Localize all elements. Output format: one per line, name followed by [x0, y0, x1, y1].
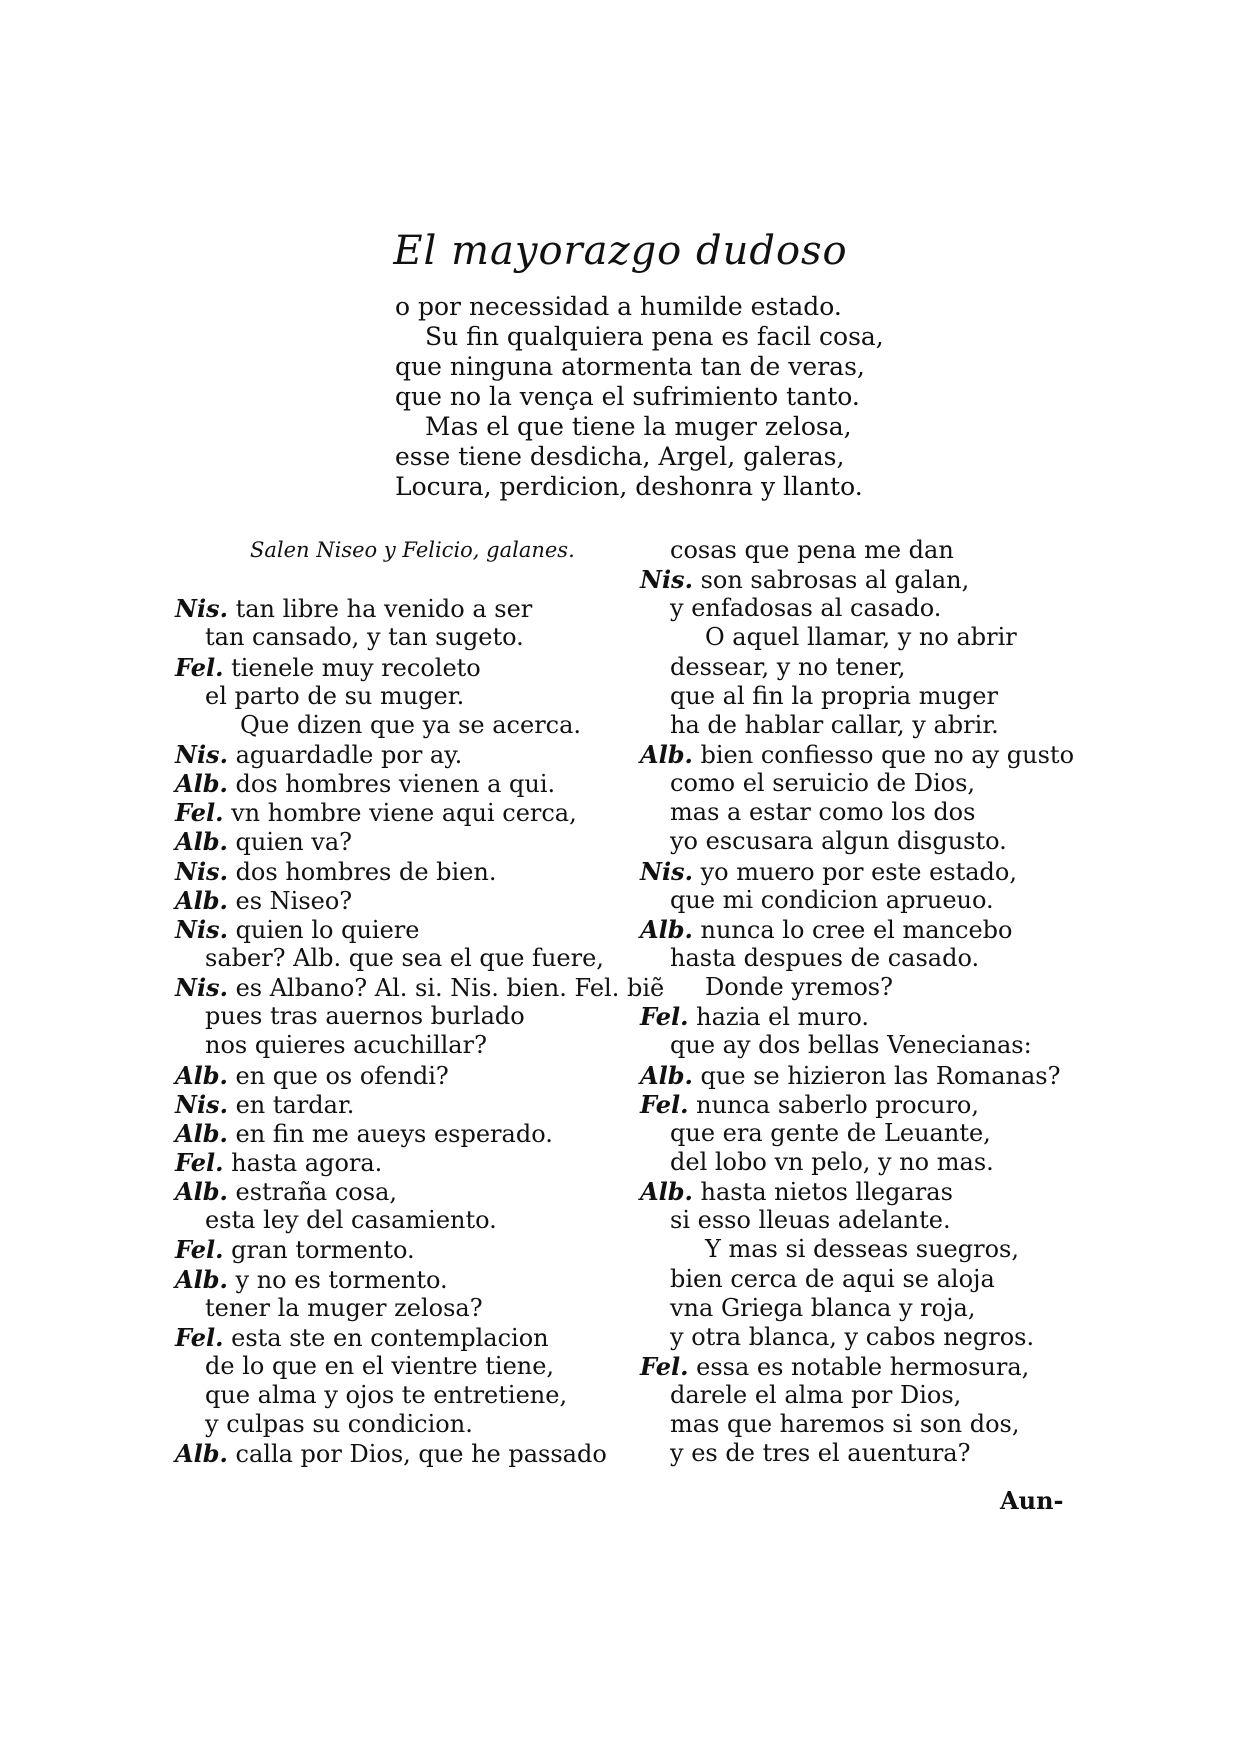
- verse-text: y culpas su condicion.: [205, 1410, 473, 1439]
- verse-line: Su fin qualquiera pena es facil cosa,: [425, 322, 884, 351]
- verse-line: [640, 623, 1110, 652]
- speaker-label: Fel.: [175, 1147, 224, 1177]
- verse-line: [640, 1148, 1110, 1177]
- verse-text: y no es tormento.: [235, 1265, 448, 1294]
- verse-line: Locura, perdicion, deshonra y llanto.: [395, 472, 863, 501]
- verse-line: [175, 1119, 645, 1148]
- verse-line: [175, 1061, 645, 1090]
- speaker-label: Nis.: [640, 565, 693, 595]
- verse-line: [640, 565, 1110, 594]
- verse-line: [640, 1031, 1110, 1060]
- verse-text: esta ley del casamiento.: [205, 1206, 497, 1235]
- verse-line: [175, 915, 645, 944]
- verse-line: [175, 1294, 645, 1323]
- verse-line: que no la vença el sufrimiento tanto.: [395, 382, 860, 411]
- verse-line: esse tiene desdicha, Argel, galeras,: [395, 442, 845, 471]
- speaker-label: Alb.: [640, 1177, 693, 1207]
- verse-line: que ninguna atormenta tan de veras,: [395, 352, 865, 381]
- speaker-label: Alb.: [175, 1060, 228, 1090]
- verse-line: [640, 1235, 1110, 1264]
- verse-text: tienele muy recoleto: [231, 653, 481, 682]
- verse-text: si esso lleuas adelante.: [670, 1206, 951, 1235]
- verse-text: son sabrosas al galan,: [700, 566, 970, 595]
- verse-line: [640, 682, 1110, 711]
- verse-text: dos hombres de bien.: [235, 857, 497, 886]
- speaker-label: Fel.: [175, 798, 224, 828]
- verse-text: en tardar.: [235, 1090, 355, 1119]
- verse-line: [175, 1410, 645, 1439]
- speaker-label: Alb.: [640, 739, 693, 769]
- speaker-label: Nis.: [175, 973, 228, 1003]
- verse-text: tener la muger zelosa?: [205, 1293, 483, 1322]
- speaker-label: Alb.: [175, 1118, 228, 1148]
- speaker-label: Alb.: [175, 1439, 228, 1469]
- verse-text: dessear, y no tener,: [670, 652, 906, 681]
- verse-text: cosas que pena me dan: [670, 536, 954, 564]
- verse-text: estraña cosa,: [235, 1178, 397, 1207]
- verse-text: y otra blanca, y cabos negros.: [670, 1322, 1035, 1351]
- verse-text: nos quieres acuchillar?: [205, 1031, 487, 1060]
- speaker-label: Alb.: [175, 827, 228, 857]
- verse-line: [640, 1352, 1110, 1381]
- verse-text: tan cansado, y tan sugeto.: [205, 623, 524, 652]
- verse-line: [175, 653, 645, 682]
- verse-text: hazia el muro.: [696, 1003, 869, 1032]
- verse-text: como el seruicio de Dios,: [670, 769, 976, 798]
- running-title: El mayorazgo dudoso: [393, 228, 848, 274]
- verse-line: [175, 711, 645, 740]
- verse-line: [640, 594, 1110, 623]
- verse-line: [640, 827, 1110, 856]
- verse-text: en fin me aueys esperado.: [235, 1119, 553, 1148]
- verse-line: [640, 973, 1110, 1002]
- catchword: Aun-: [1000, 1486, 1064, 1515]
- stage-direction: Salen Niseo y Felicio, galanes.: [250, 538, 575, 562]
- verse-line: [640, 1177, 1110, 1206]
- verse-line: [640, 1381, 1110, 1410]
- verse-text: vna Griega blanca y roja,: [670, 1293, 976, 1322]
- verse-text: que mi condicion aprueuo.: [670, 885, 994, 914]
- verse-line: [640, 536, 1110, 565]
- verse-line: [640, 1439, 1110, 1468]
- speaker-label: Nis.: [175, 914, 228, 944]
- verse-text: Donde yremos?: [705, 973, 893, 1002]
- verse-line: [175, 682, 645, 711]
- verse-line: [640, 1061, 1110, 1090]
- verse-line: [175, 594, 645, 623]
- verse-text: y es de tres el auentura?: [670, 1439, 971, 1468]
- verse-line: [175, 1352, 645, 1381]
- speaker-label: Nis.: [175, 1089, 228, 1119]
- verse-text: ha de hablar callar, y abrir.: [670, 710, 999, 739]
- verse-line: o por necessidad a humilde estado.: [395, 292, 842, 321]
- verse-line: [175, 973, 665, 1003]
- verse-text: Que dizen que ya se acerca.: [240, 710, 582, 739]
- speaker-label: Nis.: [175, 594, 228, 624]
- verse-line: [640, 1119, 1110, 1148]
- verse-text: tan libre ha venido a ser: [235, 595, 533, 624]
- speaker-label: Fel.: [640, 1089, 689, 1119]
- speaker-label: Alb.: [640, 914, 693, 944]
- verse-text: hasta nietos llegaras: [700, 1178, 953, 1207]
- verse-text: essa es notable hermosura,: [696, 1352, 1030, 1381]
- speaker-label: Nis.: [175, 739, 228, 769]
- verse-text: en que os ofendi?: [235, 1061, 449, 1090]
- speaker-label: Alb.: [640, 1060, 693, 1090]
- verse-text: que se hizieron las Romanas?: [700, 1061, 1061, 1090]
- verse-text: quien va?: [235, 828, 353, 857]
- verse-line: [640, 1002, 1110, 1031]
- verse-line: [640, 1206, 1110, 1235]
- verse-line: [640, 711, 1110, 740]
- verse-line: [640, 740, 1110, 769]
- verse-line: [640, 857, 1110, 886]
- verse-line: [640, 1090, 1110, 1119]
- intro-verses: [395, 292, 955, 502]
- verse-text: mas a estar como los dos: [670, 798, 976, 827]
- verse-text: yo escusara algun disgusto.: [670, 827, 1007, 856]
- verse-line: [640, 915, 1110, 944]
- verse-text: calla por Dios, que he passado: [235, 1440, 607, 1469]
- verse-text: Y mas si desseas suegros,: [705, 1235, 1019, 1264]
- speaker-label: Fel.: [640, 1002, 689, 1032]
- left-column: [175, 536, 665, 1469]
- verse-line: Mas el que tiene la muger zelosa,: [425, 412, 852, 441]
- verse-text: dos hombres vienen a qui.: [235, 770, 556, 799]
- verse-text: y enfadosas al casado.: [670, 594, 942, 623]
- verse-line: [175, 944, 645, 973]
- verse-line: [175, 1148, 645, 1177]
- speaker-label: Alb.: [175, 1264, 228, 1294]
- speaker-label: Nis.: [640, 856, 693, 886]
- speaker-label: Alb.: [175, 1177, 228, 1207]
- verse-text: bien cerca de aqui se aloja: [670, 1264, 995, 1293]
- verse-text: nunca saberlo procuro,: [696, 1090, 980, 1119]
- verse-text: es Albano? Al. si. Nis. bien. Fel. biẽ: [235, 974, 665, 1003]
- verse-line: [175, 1177, 645, 1206]
- verse-line: [640, 886, 1110, 915]
- verse-line: [640, 769, 1110, 798]
- verse-line: [640, 653, 1110, 682]
- verse-text: que alma y ojos te entretiene,: [205, 1381, 568, 1410]
- verse-text: es Niseo?: [235, 886, 353, 915]
- verse-text: hasta despues de casado.: [670, 943, 980, 972]
- verse-line: [175, 857, 645, 886]
- verse-text: que era gente de Leuante,: [670, 1118, 991, 1147]
- verse-text: que al fin la propria muger: [670, 681, 998, 710]
- verse-text: aguardadle por ay.: [235, 740, 463, 769]
- verse-line: [175, 1439, 645, 1468]
- verse-line: [175, 1206, 645, 1235]
- verse-line: [175, 1381, 645, 1410]
- right-column: [640, 536, 1110, 1469]
- verse-text: el parto de su muger.: [205, 681, 465, 710]
- speaker-label: Alb.: [175, 885, 228, 915]
- speaker-label: Fel.: [175, 1322, 224, 1352]
- speaker-label: Fel.: [175, 652, 224, 682]
- verse-line: [640, 1265, 1110, 1294]
- verse-line: [175, 623, 645, 652]
- verse-text: bien confiesso que no ay gusto: [700, 740, 1075, 769]
- verse-line: [175, 1265, 645, 1294]
- verse-text: nunca lo cree el mancebo: [700, 915, 1013, 944]
- verse-line: [640, 1410, 1110, 1439]
- verse-text: hasta agora.: [231, 1148, 383, 1177]
- verse-line: [175, 1235, 645, 1264]
- verse-text: quien lo quiere: [235, 915, 420, 944]
- verse-text: esta ste en contemplacion: [231, 1323, 549, 1352]
- verse-text: yo muero por este estado,: [700, 857, 1017, 886]
- verse-text: saber? Alb. que sea el que fuere,: [205, 943, 604, 972]
- verse-text: de lo que en el vientre tiene,: [205, 1351, 555, 1380]
- verse-text: O aquel llamar, y no abrir: [705, 623, 1017, 652]
- verse-text: gran tormento.: [231, 1236, 415, 1265]
- verse-line: [640, 1323, 1110, 1352]
- verse-line: [175, 886, 645, 915]
- verse-text: pues tras auernos burlado: [205, 1002, 525, 1031]
- verse-line: [175, 827, 645, 856]
- verse-line: [175, 769, 645, 798]
- speaker-label: Nis.: [175, 856, 228, 886]
- speaker-label: Fel.: [175, 1235, 224, 1265]
- verse-text: vn hombre viene aqui cerca,: [231, 799, 577, 828]
- verse-line: [175, 1090, 645, 1119]
- verse-line: [640, 798, 1110, 827]
- verse-text: mas que haremos si son dos,: [670, 1410, 1020, 1439]
- verse-line: [175, 1031, 645, 1060]
- speaker-label: Fel.: [640, 1351, 689, 1381]
- blank-line: [175, 565, 645, 594]
- verse-text: darele el alma por Dios,: [670, 1381, 962, 1410]
- verse-line: [175, 1323, 645, 1352]
- verse-line: [640, 944, 1110, 973]
- verse-line: [175, 1002, 645, 1031]
- verse-line: [175, 740, 645, 769]
- verse-line: [640, 1294, 1110, 1323]
- verse-text: que ay dos bellas Venecianas:: [670, 1031, 1032, 1060]
- verse-line: [175, 798, 645, 827]
- speaker-label: Alb.: [175, 769, 228, 799]
- verse-text: del lobo vn pelo, y no mas.: [670, 1147, 994, 1176]
